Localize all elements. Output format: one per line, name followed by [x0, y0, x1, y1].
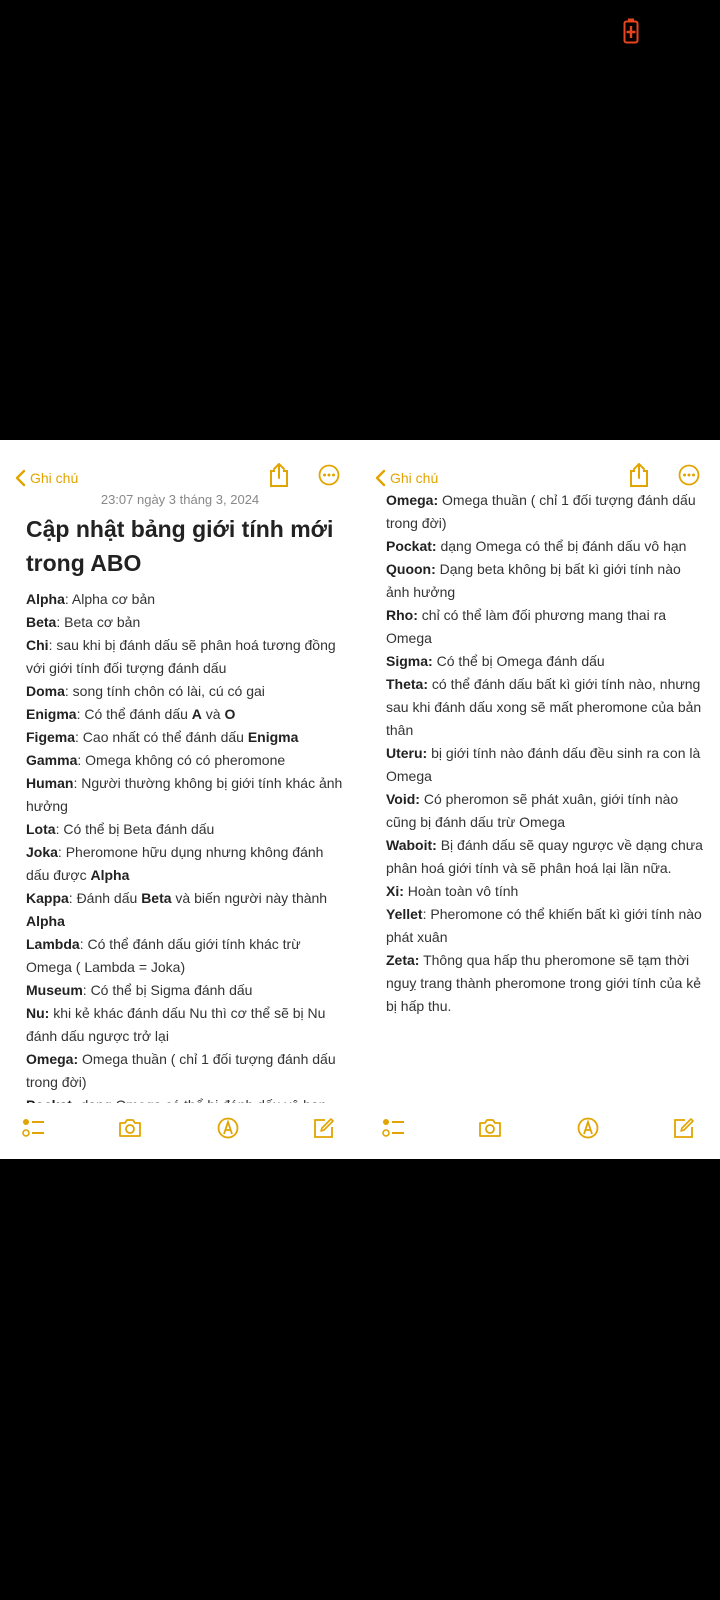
back-label: Ghi chú — [30, 470, 79, 486]
camera-icon[interactable] — [118, 1117, 142, 1139]
entry-term: Nu: — [26, 1005, 50, 1021]
bottom-toolbar — [0, 1103, 360, 1159]
notes-screenshots — [0, 440, 720, 1159]
note-entry — [386, 788, 708, 834]
chevron-left-icon — [374, 469, 386, 487]
nav-bar — [360, 440, 720, 486]
entry-term: Omega: — [386, 492, 439, 508]
note-entry — [386, 604, 708, 650]
entry-text: : Pheromone có thể khiến bất kì giới tính nào phát xuân — [386, 906, 702, 945]
note-entry — [386, 880, 708, 903]
entry-term: Xi: — [386, 883, 404, 899]
entry-text: : Người thường không bị giới tính khác ảnh hưởng — [26, 775, 343, 814]
entry-term: Theta: — [386, 676, 428, 692]
entry-text: Có thể bị Omega đánh dấu — [432, 653, 605, 669]
note-entry — [26, 726, 348, 749]
entry-term: Alpha — [26, 591, 65, 607]
entry-bold-text: Alpha — [90, 867, 130, 883]
entry-term: Waboit: — [386, 837, 437, 853]
entry-bold-text: Enigma — [247, 729, 299, 745]
entry-text: : Beta cơ bản — [56, 614, 141, 630]
entry-text: : Có thể bị Beta đánh dấu — [55, 821, 215, 837]
note-entry — [386, 673, 708, 742]
note-pane-left — [0, 440, 360, 1159]
checklist-icon[interactable] — [22, 1117, 46, 1139]
entry-text: Thông qua hấp thu pheromone sẽ tạm thời nguỵ trang thành pheromone trong giới tính của kẻ bị hấp thu. — [386, 952, 702, 1014]
note-entry — [386, 949, 708, 1018]
entry-bold-text: A — [191, 706, 202, 722]
note-entry — [26, 933, 348, 979]
note-entry — [386, 535, 708, 558]
battery-charging-icon — [623, 18, 639, 44]
entry-text: và — [201, 706, 225, 722]
entry-text: Omega thuần ( chỉ 1 đối tượng đánh dấu trong đời) — [386, 492, 696, 531]
note-entry — [26, 611, 348, 634]
note-entry — [26, 703, 348, 726]
entry-term: Zeta: — [386, 952, 420, 968]
back-button[interactable] — [374, 466, 438, 490]
markup-pen-icon[interactable] — [216, 1117, 240, 1139]
note-body[interactable] — [386, 489, 708, 1018]
entry-text: khi kẻ khác đánh dấu Nu thì cơ thể sẽ bị Nu đánh dấu ngược trở lại — [26, 1005, 326, 1044]
note-entry — [26, 634, 348, 680]
entry-text: Dạng beta không bị bất kì giới tính nào ảnh hưởng — [386, 561, 681, 600]
note-entry — [386, 742, 708, 788]
entry-term: Doma — [26, 683, 65, 699]
entry-text: : Cao nhất có thể đánh dấu — [75, 729, 248, 745]
entry-text: : sau khi bị đánh dấu sẽ phân hoá tương đồng với giới tính đối tượng đánh dấu — [26, 637, 336, 676]
note-entry — [26, 772, 348, 818]
note-pane-right — [360, 440, 720, 1159]
entry-text: và biến người này thành — [171, 890, 328, 906]
entry-term: Enigma — [26, 706, 77, 722]
back-label: Ghi chú — [390, 470, 439, 486]
entry-text: : Alpha cơ bản — [64, 591, 156, 607]
entry-term: Figema — [26, 729, 76, 745]
entry-text: bị giới tính nào đánh dấu đều sinh ra con là Omega — [386, 745, 701, 784]
nav-bar — [0, 440, 360, 486]
entry-term: Sigma: — [386, 653, 433, 669]
note-entry — [26, 841, 348, 887]
entry-term: Yellet — [386, 906, 423, 922]
back-button[interactable] — [14, 466, 78, 490]
entry-text: dạng Omega có thể bị đánh dấu vô hạn — [436, 538, 687, 554]
entry-term: Human — [26, 775, 74, 791]
entry-term: Quoon: — [386, 561, 436, 577]
entry-text: Có pheromon sẽ phát xuân, giới tính nào cũng bị đánh dấu trừ Omega — [386, 791, 679, 830]
entry-text: có thể đánh dấu bất kì giới tính nào, nhưng sau khi đánh dấu xong sẽ mất pheromone của bản thân — [386, 676, 702, 738]
share-icon[interactable] — [268, 462, 290, 488]
note-entry — [386, 834, 708, 880]
note-entry — [26, 1048, 348, 1094]
more-options-icon[interactable] — [678, 464, 700, 486]
entry-text: Bị đánh dấu sẽ quay ngược về dạng chưa phân hoá giới tính và sẽ phân hoá lại lần nữa. — [386, 837, 703, 876]
checklist-icon[interactable] — [382, 1117, 406, 1139]
entry-text: : Đánh dấu — [68, 890, 142, 906]
entry-text: : Omega không có có pheromone — [77, 752, 286, 768]
note-entry — [386, 489, 708, 535]
entry-term: Pockat: — [386, 538, 437, 554]
more-options-icon[interactable] — [318, 464, 340, 486]
note-entry — [26, 680, 348, 703]
note-entry — [26, 818, 348, 841]
chevron-left-icon — [14, 469, 26, 487]
entry-text: : Pheromone hữu dụng nhưng không đánh dấu được — [26, 844, 324, 883]
note-entry — [26, 979, 348, 1002]
entry-text: Hoàn toàn vô tính — [403, 883, 519, 899]
entry-term: Uteru: — [386, 745, 428, 761]
entry-text: : song tính chôn có lài, cú có gai — [64, 683, 265, 699]
note-entry — [386, 650, 708, 673]
entry-term: Void: — [386, 791, 420, 807]
note-entry — [26, 588, 348, 611]
note-body[interactable] — [26, 588, 348, 1117]
entry-term: Rho: — [386, 607, 418, 623]
entry-text: chỉ có thể làm đối phương mang thai ra Omega — [386, 607, 667, 646]
bottom-toolbar — [360, 1103, 720, 1159]
entry-term: Kappa — [26, 890, 69, 906]
note-entry — [386, 903, 708, 949]
entry-bold-text: O — [224, 706, 236, 722]
entry-bold-text: Alpha — [26, 913, 65, 929]
note-entry — [26, 749, 348, 772]
entry-term: Lota — [26, 821, 56, 837]
note-title: Cập nhật bảng giới tính mới trong ABO — [26, 516, 334, 576]
entry-term: Joka — [26, 844, 58, 860]
entry-term: Gamma — [26, 752, 78, 768]
entry-term: Omega: — [26, 1051, 79, 1067]
note-entry — [386, 558, 708, 604]
camera-icon[interactable] — [478, 1117, 502, 1139]
entry-term: Chi — [26, 637, 49, 653]
entry-term: Beta — [26, 614, 57, 630]
entry-text: Omega thuần ( chỉ 1 đối tượng đánh dấu trong đời) — [26, 1051, 336, 1090]
compose-icon[interactable] — [672, 1117, 696, 1139]
compose-icon[interactable] — [312, 1117, 336, 1139]
entry-bold-text: Beta — [141, 890, 172, 906]
note-date: 23:07 ngày 3 tháng 3, 2024 — [100, 492, 260, 507]
note-entry — [26, 1002, 348, 1048]
entry-term: Lambda — [26, 936, 80, 952]
entry-text: : Có thể đánh dấu — [76, 706, 192, 722]
markup-pen-icon[interactable] — [576, 1117, 600, 1139]
share-icon[interactable] — [628, 462, 650, 488]
note-entry — [26, 887, 348, 933]
entry-text: : Có thể đánh dấu giới tính khác trừ Omega ( Lambda = Joka) — [26, 936, 301, 975]
entry-term: Museum — [26, 982, 83, 998]
entry-text: : Có thể bị Sigma đánh dấu — [82, 982, 253, 998]
